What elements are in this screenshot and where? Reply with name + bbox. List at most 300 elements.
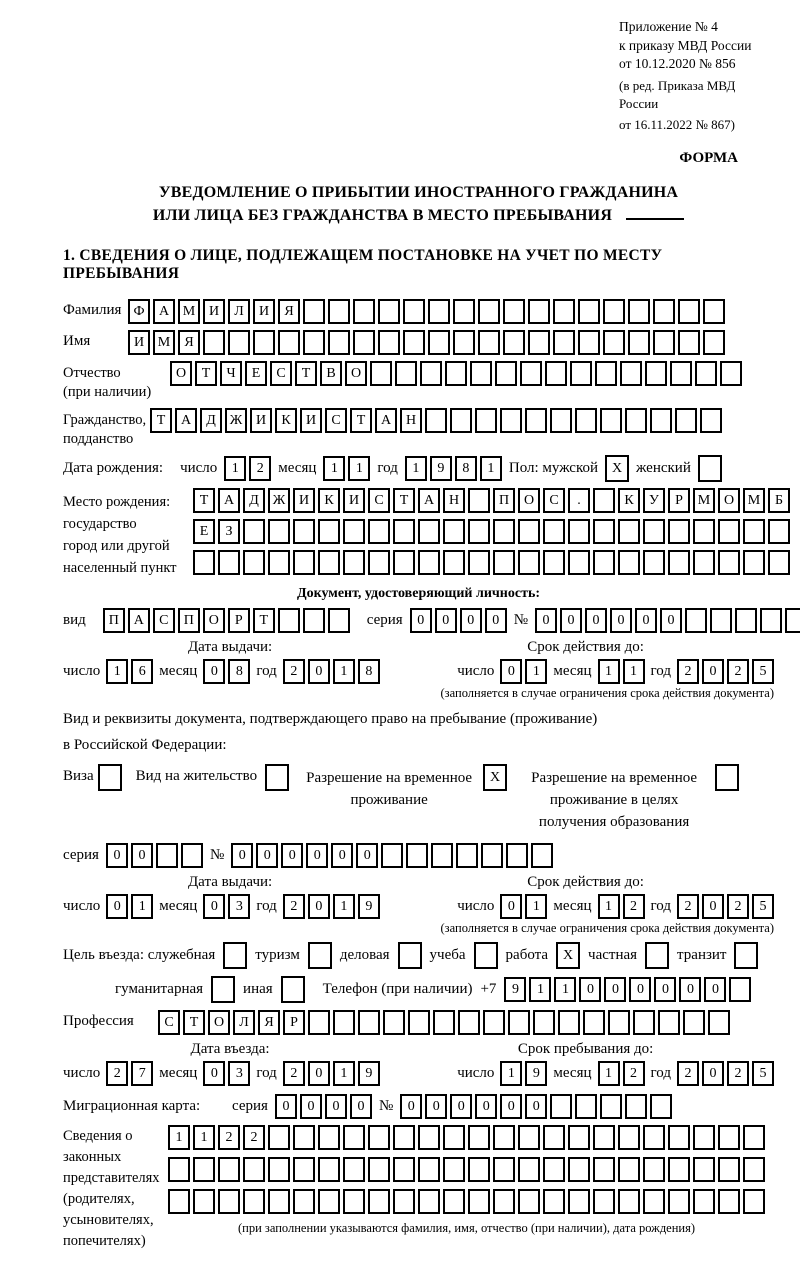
- char-box[interactable]: [481, 843, 503, 868]
- char-box[interactable]: [575, 408, 597, 433]
- char-box[interactable]: [785, 608, 800, 633]
- char-box[interactable]: 5: [752, 1061, 774, 1086]
- char-box[interactable]: [353, 299, 375, 324]
- char-box[interactable]: 0: [281, 843, 303, 868]
- char-box[interactable]: [568, 1125, 590, 1150]
- char-box[interactable]: [456, 843, 478, 868]
- char-box[interactable]: 0: [460, 608, 482, 633]
- char-box[interactable]: Р: [283, 1010, 305, 1035]
- char-box[interactable]: [618, 1125, 640, 1150]
- char-box[interactable]: [318, 550, 340, 575]
- char-box[interactable]: [328, 608, 350, 633]
- char-box[interactable]: 0: [400, 1094, 422, 1119]
- char-box[interactable]: [408, 1010, 430, 1035]
- char-box[interactable]: 1: [480, 456, 502, 481]
- char-box[interactable]: 0: [635, 608, 657, 633]
- char-box[interactable]: [268, 1157, 290, 1182]
- purpose-work-checkbox[interactable]: X: [556, 942, 580, 969]
- char-box[interactable]: М: [178, 299, 200, 324]
- char-box[interactable]: [503, 299, 525, 324]
- char-box[interactable]: Б: [768, 488, 790, 513]
- purpose-tourism-checkbox[interactable]: [308, 942, 332, 969]
- char-box[interactable]: [668, 550, 690, 575]
- char-box[interactable]: [406, 843, 428, 868]
- char-box[interactable]: [378, 299, 400, 324]
- char-box[interactable]: [156, 843, 178, 868]
- char-box[interactable]: 0: [275, 1094, 297, 1119]
- char-box[interactable]: [643, 519, 665, 544]
- char-box[interactable]: [658, 1010, 680, 1035]
- purpose-other-checkbox[interactable]: [281, 976, 305, 1003]
- char-box[interactable]: [693, 1125, 715, 1150]
- char-box[interactable]: [343, 1157, 365, 1182]
- char-box[interactable]: [483, 1010, 505, 1035]
- char-box[interactable]: [710, 608, 732, 633]
- char-box[interactable]: [568, 550, 590, 575]
- char-box[interactable]: П: [178, 608, 200, 633]
- char-box[interactable]: .: [568, 488, 590, 513]
- char-box[interactable]: [583, 1010, 605, 1035]
- char-box[interactable]: [370, 361, 392, 386]
- char-box[interactable]: [453, 299, 475, 324]
- char-box[interactable]: [303, 299, 325, 324]
- char-box[interactable]: [668, 1125, 690, 1150]
- char-box[interactable]: Ф: [128, 299, 150, 324]
- char-box[interactable]: 0: [679, 977, 701, 1002]
- char-box[interactable]: 0: [231, 843, 253, 868]
- purpose-study-checkbox[interactable]: [474, 942, 498, 969]
- char-box[interactable]: [593, 1189, 615, 1214]
- char-box[interactable]: [543, 1189, 565, 1214]
- char-box[interactable]: А: [418, 488, 440, 513]
- char-box[interactable]: М: [693, 488, 715, 513]
- char-box[interactable]: 1: [333, 894, 355, 919]
- char-box[interactable]: [393, 550, 415, 575]
- char-box[interactable]: 9: [525, 1061, 547, 1086]
- char-box[interactable]: [643, 1125, 665, 1150]
- char-box[interactable]: 0: [106, 894, 128, 919]
- char-box[interactable]: [518, 550, 540, 575]
- char-box[interactable]: [703, 330, 725, 355]
- char-box[interactable]: [431, 843, 453, 868]
- char-box[interactable]: [603, 299, 625, 324]
- char-box[interactable]: [470, 361, 492, 386]
- char-box[interactable]: [670, 361, 692, 386]
- char-box[interactable]: [418, 1125, 440, 1150]
- char-box[interactable]: [343, 519, 365, 544]
- char-box[interactable]: 1: [598, 894, 620, 919]
- char-box[interactable]: [603, 330, 625, 355]
- char-box[interactable]: 0: [702, 659, 724, 684]
- char-box[interactable]: [368, 1157, 390, 1182]
- char-box[interactable]: Т: [350, 408, 372, 433]
- char-box[interactable]: С: [325, 408, 347, 433]
- char-box[interactable]: 0: [704, 977, 726, 1002]
- char-box[interactable]: [445, 361, 467, 386]
- char-box[interactable]: [500, 408, 522, 433]
- char-box[interactable]: [308, 1010, 330, 1035]
- char-box[interactable]: [735, 608, 757, 633]
- char-box[interactable]: [729, 977, 751, 1002]
- char-box[interactable]: [218, 1189, 240, 1214]
- char-box[interactable]: 0: [256, 843, 278, 868]
- char-box[interactable]: [533, 1010, 555, 1035]
- char-box[interactable]: И: [343, 488, 365, 513]
- char-box[interactable]: Р: [228, 608, 250, 633]
- char-box[interactable]: Я: [178, 330, 200, 355]
- char-box[interactable]: К: [275, 408, 297, 433]
- char-box[interactable]: 8: [228, 659, 250, 684]
- char-box[interactable]: [693, 550, 715, 575]
- char-box[interactable]: 1: [598, 1061, 620, 1086]
- char-box[interactable]: [303, 608, 325, 633]
- char-box[interactable]: [743, 519, 765, 544]
- char-box[interactable]: 1: [333, 1061, 355, 1086]
- char-box[interactable]: [628, 299, 650, 324]
- char-box[interactable]: [181, 843, 203, 868]
- char-box[interactable]: З: [218, 519, 240, 544]
- char-box[interactable]: [218, 1157, 240, 1182]
- char-box[interactable]: [450, 408, 472, 433]
- purpose-private-checkbox[interactable]: [645, 942, 669, 969]
- char-box[interactable]: М: [743, 488, 765, 513]
- char-box[interactable]: [618, 1157, 640, 1182]
- char-box[interactable]: 0: [435, 608, 457, 633]
- char-box[interactable]: А: [375, 408, 397, 433]
- char-box[interactable]: [593, 1157, 615, 1182]
- char-box[interactable]: 2: [727, 1061, 749, 1086]
- char-box[interactable]: Т: [195, 361, 217, 386]
- char-box[interactable]: 0: [300, 1094, 322, 1119]
- char-box[interactable]: 0: [306, 843, 328, 868]
- char-box[interactable]: [218, 550, 240, 575]
- char-box[interactable]: 7: [131, 1061, 153, 1086]
- char-box[interactable]: 0: [308, 894, 330, 919]
- char-box[interactable]: [493, 1157, 515, 1182]
- char-box[interactable]: [278, 330, 300, 355]
- char-box[interactable]: [543, 1125, 565, 1150]
- char-box[interactable]: [493, 1125, 515, 1150]
- char-box[interactable]: 0: [629, 977, 651, 1002]
- char-box[interactable]: [293, 1189, 315, 1214]
- char-box[interactable]: [458, 1010, 480, 1035]
- char-box[interactable]: Ж: [225, 408, 247, 433]
- char-box[interactable]: О: [718, 488, 740, 513]
- char-box[interactable]: [243, 550, 265, 575]
- char-box[interactable]: 1: [500, 1061, 522, 1086]
- char-box[interactable]: [528, 330, 550, 355]
- char-box[interactable]: [443, 1189, 465, 1214]
- char-box[interactable]: [493, 1189, 515, 1214]
- char-box[interactable]: 1: [405, 456, 427, 481]
- char-box[interactable]: О: [170, 361, 192, 386]
- char-box[interactable]: 0: [308, 659, 330, 684]
- char-box[interactable]: Д: [243, 488, 265, 513]
- char-box[interactable]: [428, 330, 450, 355]
- char-box[interactable]: [168, 1189, 190, 1214]
- char-box[interactable]: 2: [623, 894, 645, 919]
- char-box[interactable]: 0: [485, 608, 507, 633]
- char-box[interactable]: [468, 550, 490, 575]
- char-box[interactable]: П: [493, 488, 515, 513]
- char-box[interactable]: 1: [598, 659, 620, 684]
- char-box[interactable]: 1: [333, 659, 355, 684]
- char-box[interactable]: Т: [150, 408, 172, 433]
- char-box[interactable]: [625, 1094, 647, 1119]
- char-box[interactable]: 2: [677, 1061, 699, 1086]
- char-box[interactable]: [693, 1157, 715, 1182]
- char-box[interactable]: И: [250, 408, 272, 433]
- char-box[interactable]: 1: [525, 659, 547, 684]
- char-box[interactable]: [358, 1010, 380, 1035]
- char-box[interactable]: 2: [623, 1061, 645, 1086]
- char-box[interactable]: [558, 1010, 580, 1035]
- char-box[interactable]: [693, 1189, 715, 1214]
- char-box[interactable]: 2: [283, 1061, 305, 1086]
- char-box[interactable]: 2: [677, 659, 699, 684]
- gender-male-checkbox[interactable]: X: [605, 455, 629, 482]
- char-box[interactable]: И: [253, 299, 275, 324]
- char-box[interactable]: П: [103, 608, 125, 633]
- char-box[interactable]: 0: [131, 843, 153, 868]
- char-box[interactable]: Д: [200, 408, 222, 433]
- char-box[interactable]: [268, 519, 290, 544]
- char-box[interactable]: 0: [610, 608, 632, 633]
- char-box[interactable]: [760, 608, 782, 633]
- char-box[interactable]: 0: [702, 1061, 724, 1086]
- char-box[interactable]: [503, 330, 525, 355]
- char-box[interactable]: [518, 1125, 540, 1150]
- char-box[interactable]: [653, 330, 675, 355]
- char-box[interactable]: Я: [258, 1010, 280, 1035]
- char-box[interactable]: [318, 1157, 340, 1182]
- char-box[interactable]: [193, 1157, 215, 1182]
- char-box[interactable]: [545, 361, 567, 386]
- char-box[interactable]: [468, 1157, 490, 1182]
- purpose-humanitarian-checkbox[interactable]: [211, 976, 235, 1003]
- char-box[interactable]: [428, 299, 450, 324]
- char-box[interactable]: [343, 1189, 365, 1214]
- char-box[interactable]: [668, 519, 690, 544]
- char-box[interactable]: 2: [283, 894, 305, 919]
- char-box[interactable]: [600, 408, 622, 433]
- char-box[interactable]: [418, 550, 440, 575]
- char-box[interactable]: [743, 1189, 765, 1214]
- char-box[interactable]: [368, 1189, 390, 1214]
- char-box[interactable]: [193, 1189, 215, 1214]
- char-box[interactable]: [645, 361, 667, 386]
- char-box[interactable]: [378, 330, 400, 355]
- purpose-business-checkbox[interactable]: [398, 942, 422, 969]
- char-box[interactable]: 1: [623, 659, 645, 684]
- char-box[interactable]: [685, 608, 707, 633]
- char-box[interactable]: [678, 330, 700, 355]
- char-box[interactable]: [525, 408, 547, 433]
- char-box[interactable]: [625, 408, 647, 433]
- char-box[interactable]: И: [203, 299, 225, 324]
- char-box[interactable]: [550, 408, 572, 433]
- char-box[interactable]: 8: [455, 456, 477, 481]
- char-box[interactable]: 9: [430, 456, 452, 481]
- char-box[interactable]: [420, 361, 442, 386]
- gender-female-checkbox[interactable]: [698, 455, 722, 482]
- char-box[interactable]: [425, 408, 447, 433]
- char-box[interactable]: [693, 519, 715, 544]
- char-box[interactable]: 1: [106, 659, 128, 684]
- char-box[interactable]: 2: [677, 894, 699, 919]
- char-box[interactable]: [403, 330, 425, 355]
- char-box[interactable]: [418, 519, 440, 544]
- residence-permit-checkbox[interactable]: [265, 764, 289, 791]
- char-box[interactable]: [700, 408, 722, 433]
- char-box[interactable]: О: [208, 1010, 230, 1035]
- char-box[interactable]: 0: [560, 608, 582, 633]
- char-box[interactable]: [643, 550, 665, 575]
- char-box[interactable]: А: [128, 608, 150, 633]
- char-box[interactable]: И: [128, 330, 150, 355]
- char-box[interactable]: 9: [358, 894, 380, 919]
- char-box[interactable]: [508, 1010, 530, 1035]
- char-box[interactable]: 3: [228, 894, 250, 919]
- char-box[interactable]: 2: [243, 1125, 265, 1150]
- char-box[interactable]: [543, 550, 565, 575]
- purpose-transit-checkbox[interactable]: [734, 942, 758, 969]
- char-box[interactable]: [278, 608, 300, 633]
- char-box[interactable]: Я: [278, 299, 300, 324]
- char-box[interactable]: [568, 519, 590, 544]
- purpose-business-trip-checkbox[interactable]: [223, 942, 247, 969]
- char-box[interactable]: 0: [203, 894, 225, 919]
- char-box[interactable]: [550, 1094, 572, 1119]
- char-box[interactable]: 0: [106, 843, 128, 868]
- char-box[interactable]: [743, 1157, 765, 1182]
- char-box[interactable]: 0: [475, 1094, 497, 1119]
- char-box[interactable]: [593, 1125, 615, 1150]
- char-box[interactable]: 0: [450, 1094, 472, 1119]
- char-box[interactable]: [553, 299, 575, 324]
- char-box[interactable]: [703, 299, 725, 324]
- char-box[interactable]: [253, 330, 275, 355]
- char-box[interactable]: [468, 1125, 490, 1150]
- char-box[interactable]: [443, 550, 465, 575]
- char-box[interactable]: 2: [106, 1061, 128, 1086]
- char-box[interactable]: Н: [443, 488, 465, 513]
- char-box[interactable]: [475, 408, 497, 433]
- char-box[interactable]: [678, 299, 700, 324]
- char-box[interactable]: М: [153, 330, 175, 355]
- char-box[interactable]: 0: [702, 894, 724, 919]
- char-box[interactable]: 0: [525, 1094, 547, 1119]
- char-box[interactable]: 1: [529, 977, 551, 1002]
- char-box[interactable]: Л: [228, 299, 250, 324]
- char-box[interactable]: 9: [504, 977, 526, 1002]
- char-box[interactable]: [168, 1157, 190, 1182]
- char-box[interactable]: 1: [323, 456, 345, 481]
- char-box[interactable]: [468, 1189, 490, 1214]
- char-box[interactable]: [683, 1010, 705, 1035]
- char-box[interactable]: [650, 1094, 672, 1119]
- char-box[interactable]: [368, 550, 390, 575]
- char-box[interactable]: Ч: [220, 361, 242, 386]
- char-box[interactable]: [328, 330, 350, 355]
- char-box[interactable]: А: [175, 408, 197, 433]
- char-box[interactable]: [643, 1157, 665, 1182]
- char-box[interactable]: [718, 1189, 740, 1214]
- char-box[interactable]: [268, 1189, 290, 1214]
- char-box[interactable]: Т: [183, 1010, 205, 1035]
- char-box[interactable]: [600, 1094, 622, 1119]
- char-box[interactable]: [493, 550, 515, 575]
- char-box[interactable]: [318, 1125, 340, 1150]
- char-box[interactable]: [518, 1189, 540, 1214]
- char-box[interactable]: [318, 519, 340, 544]
- char-box[interactable]: Т: [295, 361, 317, 386]
- char-box[interactable]: [718, 1125, 740, 1150]
- char-box[interactable]: В: [320, 361, 342, 386]
- char-box[interactable]: [328, 299, 350, 324]
- char-box[interactable]: [570, 361, 592, 386]
- char-box[interactable]: [343, 550, 365, 575]
- char-box[interactable]: А: [153, 299, 175, 324]
- char-box[interactable]: 0: [660, 608, 682, 633]
- char-box[interactable]: 0: [500, 1094, 522, 1119]
- char-box[interactable]: [578, 299, 600, 324]
- char-box[interactable]: 1: [525, 894, 547, 919]
- char-box[interactable]: [543, 519, 565, 544]
- char-box[interactable]: [518, 1157, 540, 1182]
- char-box[interactable]: [668, 1189, 690, 1214]
- char-box[interactable]: 0: [331, 843, 353, 868]
- char-box[interactable]: [543, 1157, 565, 1182]
- char-box[interactable]: 2: [283, 659, 305, 684]
- char-box[interactable]: [768, 550, 790, 575]
- char-box[interactable]: [575, 1094, 597, 1119]
- char-box[interactable]: Т: [193, 488, 215, 513]
- char-box[interactable]: [478, 330, 500, 355]
- char-box[interactable]: 2: [249, 456, 271, 481]
- char-box[interactable]: [393, 1189, 415, 1214]
- char-box[interactable]: [720, 361, 742, 386]
- char-box[interactable]: [708, 1010, 730, 1035]
- char-box[interactable]: 5: [752, 894, 774, 919]
- char-box[interactable]: 0: [308, 1061, 330, 1086]
- char-box[interactable]: [618, 550, 640, 575]
- char-box[interactable]: У: [643, 488, 665, 513]
- char-box[interactable]: [443, 519, 465, 544]
- char-box[interactable]: [383, 1010, 405, 1035]
- char-box[interactable]: Н: [400, 408, 422, 433]
- temp-residence-edu-checkbox[interactable]: [715, 764, 739, 791]
- char-box[interactable]: Е: [193, 519, 215, 544]
- char-box[interactable]: [675, 408, 697, 433]
- char-box[interactable]: [353, 330, 375, 355]
- char-box[interactable]: [768, 519, 790, 544]
- char-box[interactable]: [568, 1189, 590, 1214]
- char-box[interactable]: [193, 550, 215, 575]
- char-box[interactable]: [268, 1125, 290, 1150]
- char-box[interactable]: А: [218, 488, 240, 513]
- char-box[interactable]: 0: [500, 659, 522, 684]
- char-box[interactable]: 1: [193, 1125, 215, 1150]
- char-box[interactable]: Л: [233, 1010, 255, 1035]
- char-box[interactable]: [743, 550, 765, 575]
- char-box[interactable]: [595, 361, 617, 386]
- visa-checkbox[interactable]: [98, 764, 122, 791]
- char-box[interactable]: [293, 550, 315, 575]
- char-box[interactable]: [695, 361, 717, 386]
- char-box[interactable]: С: [368, 488, 390, 513]
- char-box[interactable]: [493, 519, 515, 544]
